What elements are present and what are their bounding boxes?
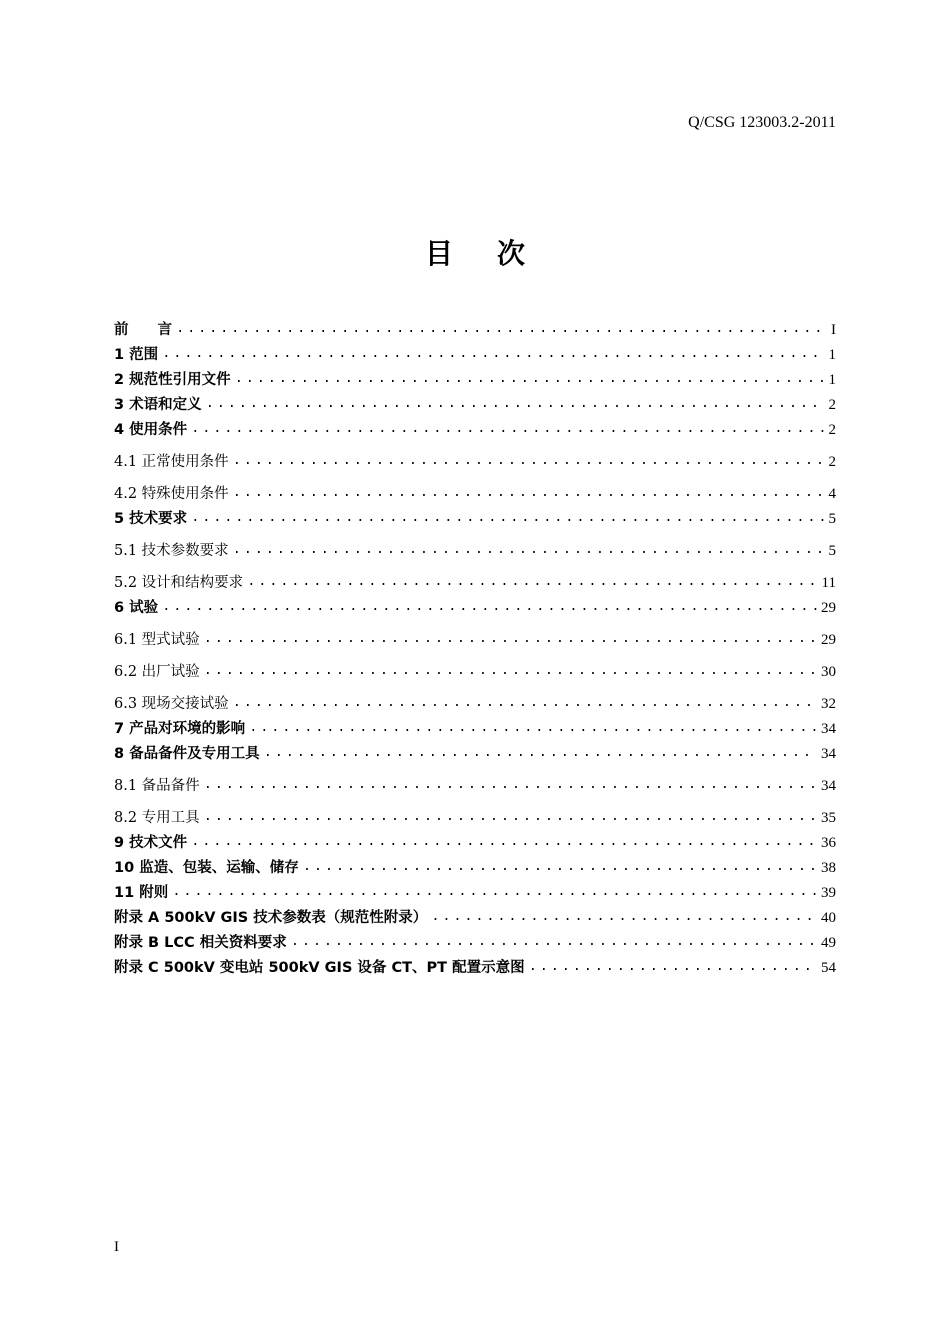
toc-entry-11[interactable] [114,881,836,903]
toc-entry-page: 36 [821,835,836,851]
toc-entry-4-1[interactable] [114,450,836,472]
toc-entry-label: 6 试验 [114,600,159,616]
toc-entry-page: 32 [821,696,836,712]
toc-entry-label: 3 术语和定义 [114,397,202,413]
toc-entry-label: 9 技术文件 [114,835,188,851]
toc-entry-9[interactable] [114,831,836,853]
toc-entry-6-3[interactable] [114,692,836,714]
toc-leader-dots [191,833,817,851]
toc-leader-dots [291,933,817,951]
toc-entry-label: 2 规范性引用文件 [114,372,231,388]
toc-entry-label: 5 技术要求 [114,511,188,527]
page-number: I [114,1239,119,1255]
toc-leader-dots [191,420,824,438]
toc-entry-4[interactable] [114,418,836,440]
toc-entry-label: 11 附则 [114,885,169,901]
toc-leader-dots [233,484,825,502]
toc-entry-label: 附录 C 500kV 变电站 500kV GIS 设备 CT、PT 配置示意图 [114,960,525,976]
toc-entry-page: 54 [821,960,836,976]
toc-leader-dots [206,395,825,413]
toc-entry-8-2[interactable] [114,806,836,828]
toc-entry-label: 4.2 特殊使用条件 [114,486,229,502]
toc-leader-dots [162,598,817,616]
toc-entry-page: 49 [821,935,836,951]
toc-entry-page: 34 [821,778,836,794]
toc-entry-5-1[interactable] [114,539,836,561]
toc-entry-label: 4 使用条件 [114,422,188,438]
toc-leader-dots [235,370,825,388]
toc-entry-label: 5.2 设计和结构要求 [114,575,244,591]
toc-entry-10[interactable] [114,856,836,878]
document-code: Q/CSG 123003.2-2011 [688,114,836,131]
toc-entry-page: 38 [821,860,836,876]
toc-entry-page: 35 [821,810,836,826]
toc-entry-label: 附录 A 500kV GIS 技术参数表（规范性附录） [114,910,428,926]
toc-entry-page: 5 [828,543,836,559]
page-title: 目次 [424,237,569,270]
toc-entry-4-2[interactable] [114,482,836,504]
toc-leader-dots [431,908,817,926]
toc-entry-label: 8.1 备品备件 [114,778,200,794]
toc-leader-dots [247,573,817,591]
toc-entry-label: 5.1 技术参数要求 [114,543,229,559]
toc-entry-label: 4.1 正常使用条件 [114,454,229,470]
toc-entry-label: 6.1 型式试验 [114,632,200,648]
toc-entry-1[interactable] [114,343,836,365]
toc-entry-5-2[interactable] [114,571,836,593]
toc-entry-page: 34 [821,721,836,737]
toc-entry-5[interactable] [114,507,836,529]
toc-entry-page: 11 [821,575,836,591]
toc-leader-dots [204,808,817,826]
toc-entry-page: 39 [821,885,836,901]
toc-entry-page: 2 [828,454,836,470]
toc-entry-page: 2 [828,422,836,438]
toc-entry-label: 1 范围 [114,347,159,363]
toc-entry-appendix-b[interactable] [114,931,836,953]
toc-leader-dots [529,958,817,976]
toc-entry-label: 6.3 现场交接试验 [114,696,229,712]
toc-leader-dots [204,630,817,648]
toc-entry-label: 附录 B LCC 相关资料要求 [114,935,287,951]
toc-entry-6-2[interactable] [114,660,836,682]
toc-leader-dots [264,744,817,762]
toc-entry-8-1[interactable] [114,774,836,796]
toc-entry-label: 8.2 专用工具 [114,810,200,826]
toc-entry-page: 1 [828,347,836,363]
toc-leader-dots [249,719,817,737]
toc-entry-page: 29 [821,632,836,648]
toc-entry-7[interactable] [114,717,836,739]
toc-entry-label: 前 言 [114,322,172,338]
toc-entry-label: 6.2 出厂试验 [114,664,200,680]
toc-entry-appendix-c[interactable] [114,956,836,978]
toc-leader-dots [233,541,825,559]
toc-entry-page: 5 [828,511,836,527]
toc-entry-page: 29 [821,600,836,616]
toc-entry-2[interactable] [114,368,836,390]
toc-entry-appendix-a[interactable] [114,906,836,928]
toc-entry-page: 30 [821,664,836,680]
toc-leader-dots [204,776,817,794]
toc-leader-dots [233,452,825,470]
toc-entry-label: 8 备品备件及专用工具 [114,746,260,762]
toc-entry-page: 40 [821,910,836,926]
toc-leader-dots [233,694,817,712]
toc-leader-dots [204,662,817,680]
toc-entry-page: I [831,322,836,338]
toc-entry-label: 10 监造、包装、运输、储存 [114,860,299,876]
toc-entry-page: 1 [828,372,836,388]
toc-leader-dots [176,320,827,338]
toc-leader-dots [162,345,824,363]
toc-entry-foreword[interactable] [114,318,836,340]
toc-entry-6[interactable] [114,596,836,618]
toc-leader-dots [191,509,824,527]
toc-entry-label: 7 产品对环境的影响 [114,721,246,737]
toc-entry-page: 2 [828,397,836,413]
toc-entry-6-1[interactable] [114,628,836,650]
toc-entry-page: 34 [821,746,836,762]
toc-entry-page: 4 [828,486,836,502]
toc-entry-8[interactable] [114,742,836,764]
toc-leader-dots [303,858,817,876]
toc-entry-3[interactable] [114,393,836,415]
toc-leader-dots [172,883,817,901]
